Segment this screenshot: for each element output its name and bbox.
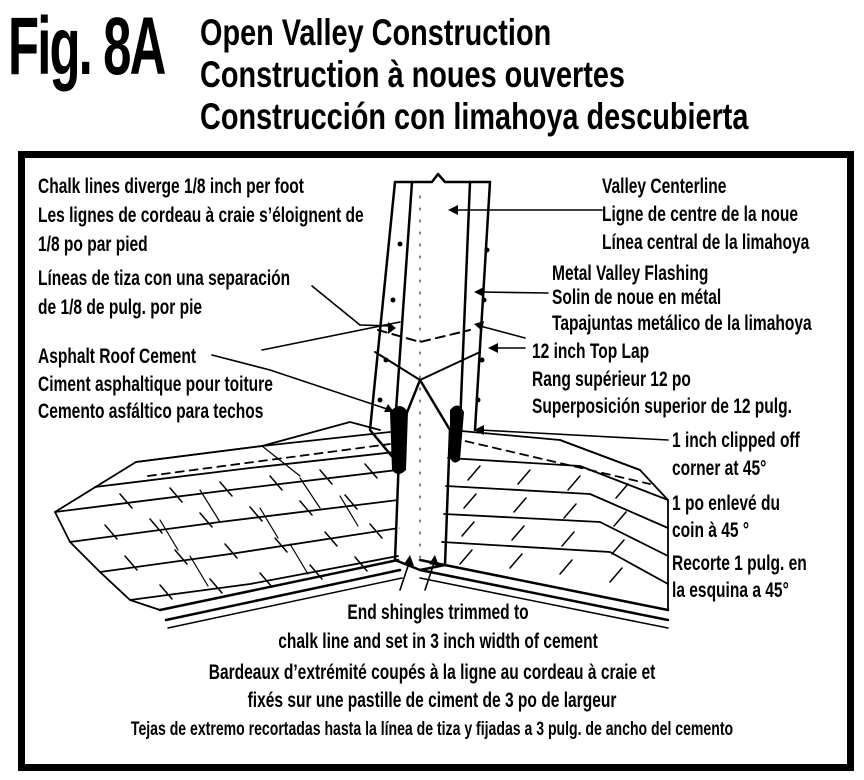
title-english: Open Valley Construction <box>200 12 552 53</box>
figure-number: Fig. 8A <box>8 1 165 92</box>
valley-flashing <box>370 174 490 570</box>
end-shingles-label-en-2: chalk line and set in 3 inch width of cement <box>278 630 598 653</box>
clipped-label-fr-2: coin à 45 ° <box>672 519 750 542</box>
title-spanish: Construcción con limahoya descubierta <box>200 96 749 137</box>
flashing-nails <box>378 242 490 403</box>
chalk-label-es-1: Líneas de tiza con una separación <box>38 267 291 290</box>
end-shingles-label-fr-2: fixés sur une pastille de ciment de 3 po de largeur <box>247 689 617 712</box>
cement-label-fr: Ciment asphaltique pour toiture <box>38 373 273 396</box>
toplap-label-es: Superposición superior de 12 pulg. <box>532 395 792 418</box>
flashing-label-es: Tapajuntas metálico de la limahoya <box>552 312 812 335</box>
clipped-label-en-2: corner at 45° <box>672 457 767 480</box>
left-shingle-field <box>55 422 402 628</box>
centerline-label-en: Valley Centerline <box>602 175 727 198</box>
chalk-label-es-2: de 1/8 de pulg. por pie <box>38 296 203 319</box>
toplap-label-en: 12 inch Top Lap <box>532 340 650 363</box>
clipped-label-es-2: la esquina a 45° <box>672 579 789 602</box>
end-shingles-label-fr-1: Bardeaux d’extrémité coupés à la ligne au cordeau à craie et <box>208 661 656 684</box>
end-shingles-label-es: Tejas de extremo recortadas hasta la línea de tiza y fijadas a 3 pulg. de ancho del cemento <box>130 719 734 740</box>
centerline-label-fr: Ligne de centre de la noue <box>602 203 799 226</box>
toplap-label-fr: Rang supérieur 12 po <box>532 368 691 391</box>
clipped-label-fr-1: 1 po enlevé du <box>672 492 780 515</box>
end-shingles-label-en-1: End shingles trimmed to <box>347 601 529 624</box>
cement-label-en: Asphalt Roof Cement <box>38 345 197 368</box>
chalk-label-en: Chalk lines diverge 1/8 inch per foot <box>38 175 304 198</box>
cement-label-es: Cemento asfáltico para techos <box>38 400 264 423</box>
chalk-label-fr-2: 1/8 po par pied <box>38 233 148 256</box>
roof-cement <box>390 405 464 474</box>
title-french: Construction à noues ouvertes <box>200 54 625 95</box>
chalk-label-fr-1: Les lignes de cordeau à craie s’éloignent de <box>38 204 364 227</box>
clipped-label-es-1: Recorte 1 pulg. en <box>672 552 807 575</box>
flashing-label-fr: Solin de noue en métal <box>552 286 722 309</box>
clipped-label-en-1: 1 inch clipped off <box>672 429 800 452</box>
centerline-label-es: Línea central de la limahoya <box>602 231 810 254</box>
flashing-label-en: Metal Valley Flashing <box>552 262 709 285</box>
